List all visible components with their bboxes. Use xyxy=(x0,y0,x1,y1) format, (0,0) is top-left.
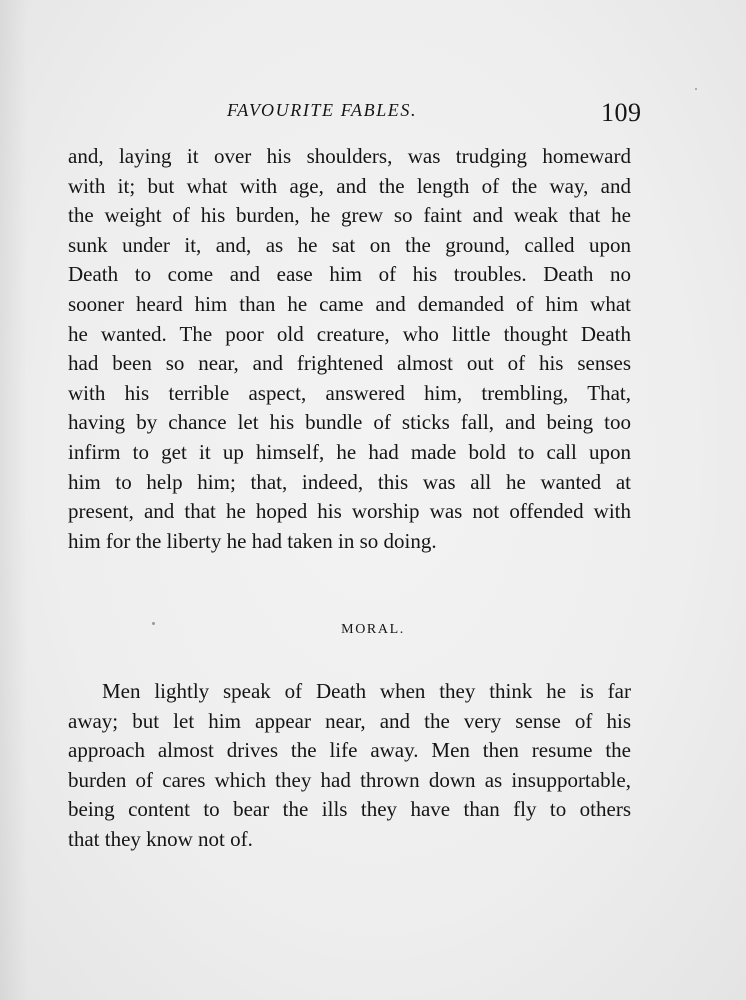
moral-line: that they know not of. xyxy=(68,826,253,851)
running-head xyxy=(0,100,746,130)
moral-paragraph xyxy=(68,677,631,855)
body-line: with his terrible aspect, answered him, trembling, That, xyxy=(68,380,631,405)
body-line: infirm to get it up himself, he had made bold to call upon xyxy=(68,439,631,464)
moral-line: away; but let him appear near, and the very sense of his xyxy=(68,708,631,733)
body-line: had been so near, and frightened almost out of his senses xyxy=(68,351,631,376)
gutter-shadow xyxy=(0,0,28,1000)
moral-heading: MORAL. xyxy=(341,622,405,637)
body-line: sooner heard him than he came and demanded of him what xyxy=(68,291,631,316)
fable-body-paragraph xyxy=(68,142,631,556)
paper-speck xyxy=(695,88,697,90)
moral-line: Men lightly speak of Death when they think he is far xyxy=(102,679,631,703)
body-line: having by chance let his bundle of sticks fall, and being too xyxy=(68,410,631,435)
body-line: him to help him; that, indeed, this was all he wanted at xyxy=(68,469,631,494)
body-line: he wanted. The poor old creature, who little thought Death xyxy=(68,321,631,346)
paper-speck xyxy=(152,622,155,625)
moral-line: burden of cares which they had thrown down as insupportable, xyxy=(68,767,631,792)
body-line: Death to come and ease him of his troubles. Death no xyxy=(68,262,631,287)
moral-line: approach almost drives the life away. Men then resume the xyxy=(68,738,631,763)
body-line: sunk under it, and, as he sat on the ground, called upon xyxy=(68,232,631,257)
running-title: FAVOURITE FABLES. xyxy=(227,100,418,120)
body-line: the weight of his burden, he grew so faint and weak that he xyxy=(68,203,631,228)
body-line: with it; but what with age, and the length of the way, and xyxy=(68,173,631,198)
body-line: present, and that he hoped his worship was not offended with xyxy=(68,499,631,524)
page-number: 109 xyxy=(601,98,642,127)
body-line: him for the liberty he had taken in so doing. xyxy=(68,528,437,553)
body-line: and, laying it over his shoulders, was trudging homeward xyxy=(68,144,631,168)
moral-line: being content to bear the ills they have than fly to others xyxy=(68,797,631,822)
